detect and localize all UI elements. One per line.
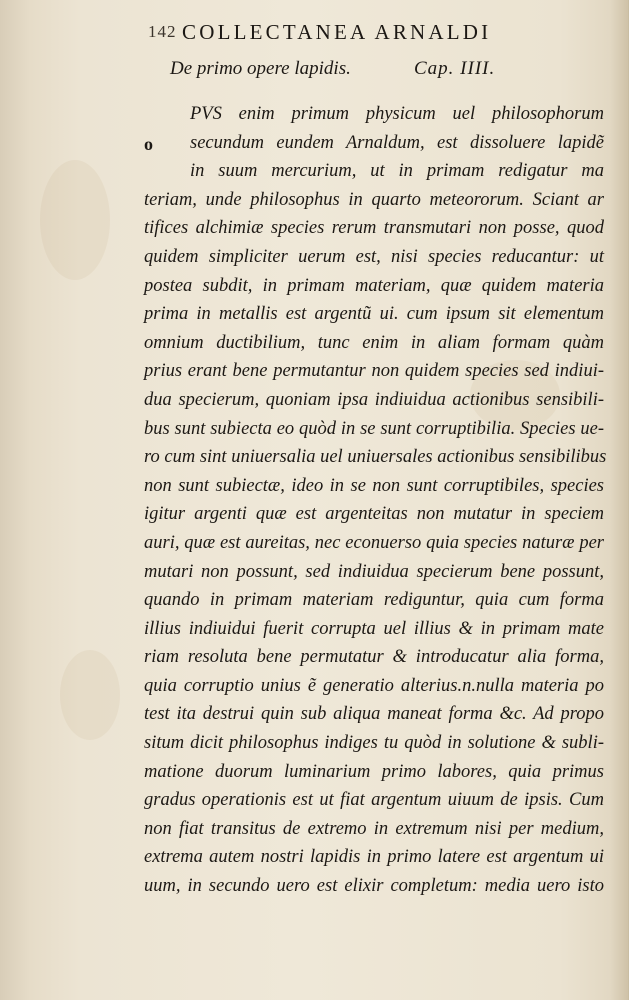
page-number: 142 <box>148 22 177 41</box>
text-line: quia corruptio unius ẽ generatio alterius.n.nulla materia po <box>144 675 604 696</box>
text-line: situm dicit philosophus indiges tu quòd in solutione & subli- <box>144 733 604 754</box>
text-line: test ita destrui quin sub aliqua maneat forma &c. Ad propo <box>144 704 604 725</box>
text-line: ro cum sint uniuersalia uel uniuersales actionibus sensibilibus <box>144 447 607 468</box>
text-line: non fiat transitus de extremo in extremum nisi per medium, <box>144 818 604 839</box>
text-line: non sunt subiectæ, ideo in se non sunt corruptibiles, species <box>144 475 604 496</box>
text-line: omnium ductibilium, tunc enim in aliam formam quàm <box>144 332 604 353</box>
chapter-number: Cap. IIII. <box>414 58 496 79</box>
text-line: mutari non possunt, sed indiuidua specierum bene possunt, <box>144 561 604 582</box>
text-line: quidem simpliciter uerum est, nisi species reducantur: ut <box>144 246 604 267</box>
text-line: quando in primam materiam rediguntur, quia cum forma <box>144 590 604 611</box>
text-line: PVS enim primum physicum uel philosophorum <box>190 104 604 124</box>
collection-title: COLLECTANEA ARNALDI <box>182 20 492 44</box>
text-line: uum, in secundo uero est elixir completum: media uero isto <box>144 876 604 897</box>
text-line: dua specierum, quoniam ipsa indiuidua actionibus sensibili- <box>144 389 604 410</box>
text-line: teriam, unde philosophus in quarto meteororum. Sciant ar <box>144 189 604 210</box>
text-line: tifices alchimiæ species rerum transmutari non posse, quod <box>144 218 604 239</box>
paper-stain <box>60 650 120 740</box>
text-line: matione duorum luminarium primo labores, quia primus <box>144 761 604 782</box>
body-text <box>144 100 607 901</box>
text-line: secundum eundem Arnaldum, est dissoluere lapidẽ <box>190 132 604 153</box>
page-edge <box>628 0 633 1000</box>
text-line: prima in metallis est argentũ ui. cum ipsum sit elementum <box>144 304 604 325</box>
text-line: riam resoluta bene permutatur & introducatur alia forma, <box>144 647 604 668</box>
text-line: gradus operationis est ut fiat argentum uiuum de ipsis. Cum <box>144 790 604 811</box>
running-head <box>140 18 600 50</box>
text-line: igitur argenti quæ est argenteitas non mutatur in speciem <box>144 504 604 525</box>
text-line: auri, quæ est aureitas, nec econuerso quia species naturæ per <box>144 532 604 553</box>
text-line: illius indiuidui fuerit corrupta uel illius & in primam mate <box>144 618 604 639</box>
margin-note: o <box>144 134 153 154</box>
text-line: bus sunt subiecta eo quòd in se sunt corruptibilia. Species ue- <box>144 418 604 439</box>
text-line: in suum mercurium, ut in primam redigatur ma <box>190 161 604 182</box>
text-line: extrema autem nostri lapidis in primo latere est argentum ui <box>144 847 604 868</box>
text-line: postea subdit, in primam materiam, quæ quidem materia <box>144 275 604 296</box>
chapter-title: De primo opere lapidis. <box>170 58 351 79</box>
chapter-heading <box>0 58 633 88</box>
paper-stain <box>40 160 110 280</box>
text-line: prius erant bene permutantur non quidem species sed indiui- <box>144 361 604 382</box>
